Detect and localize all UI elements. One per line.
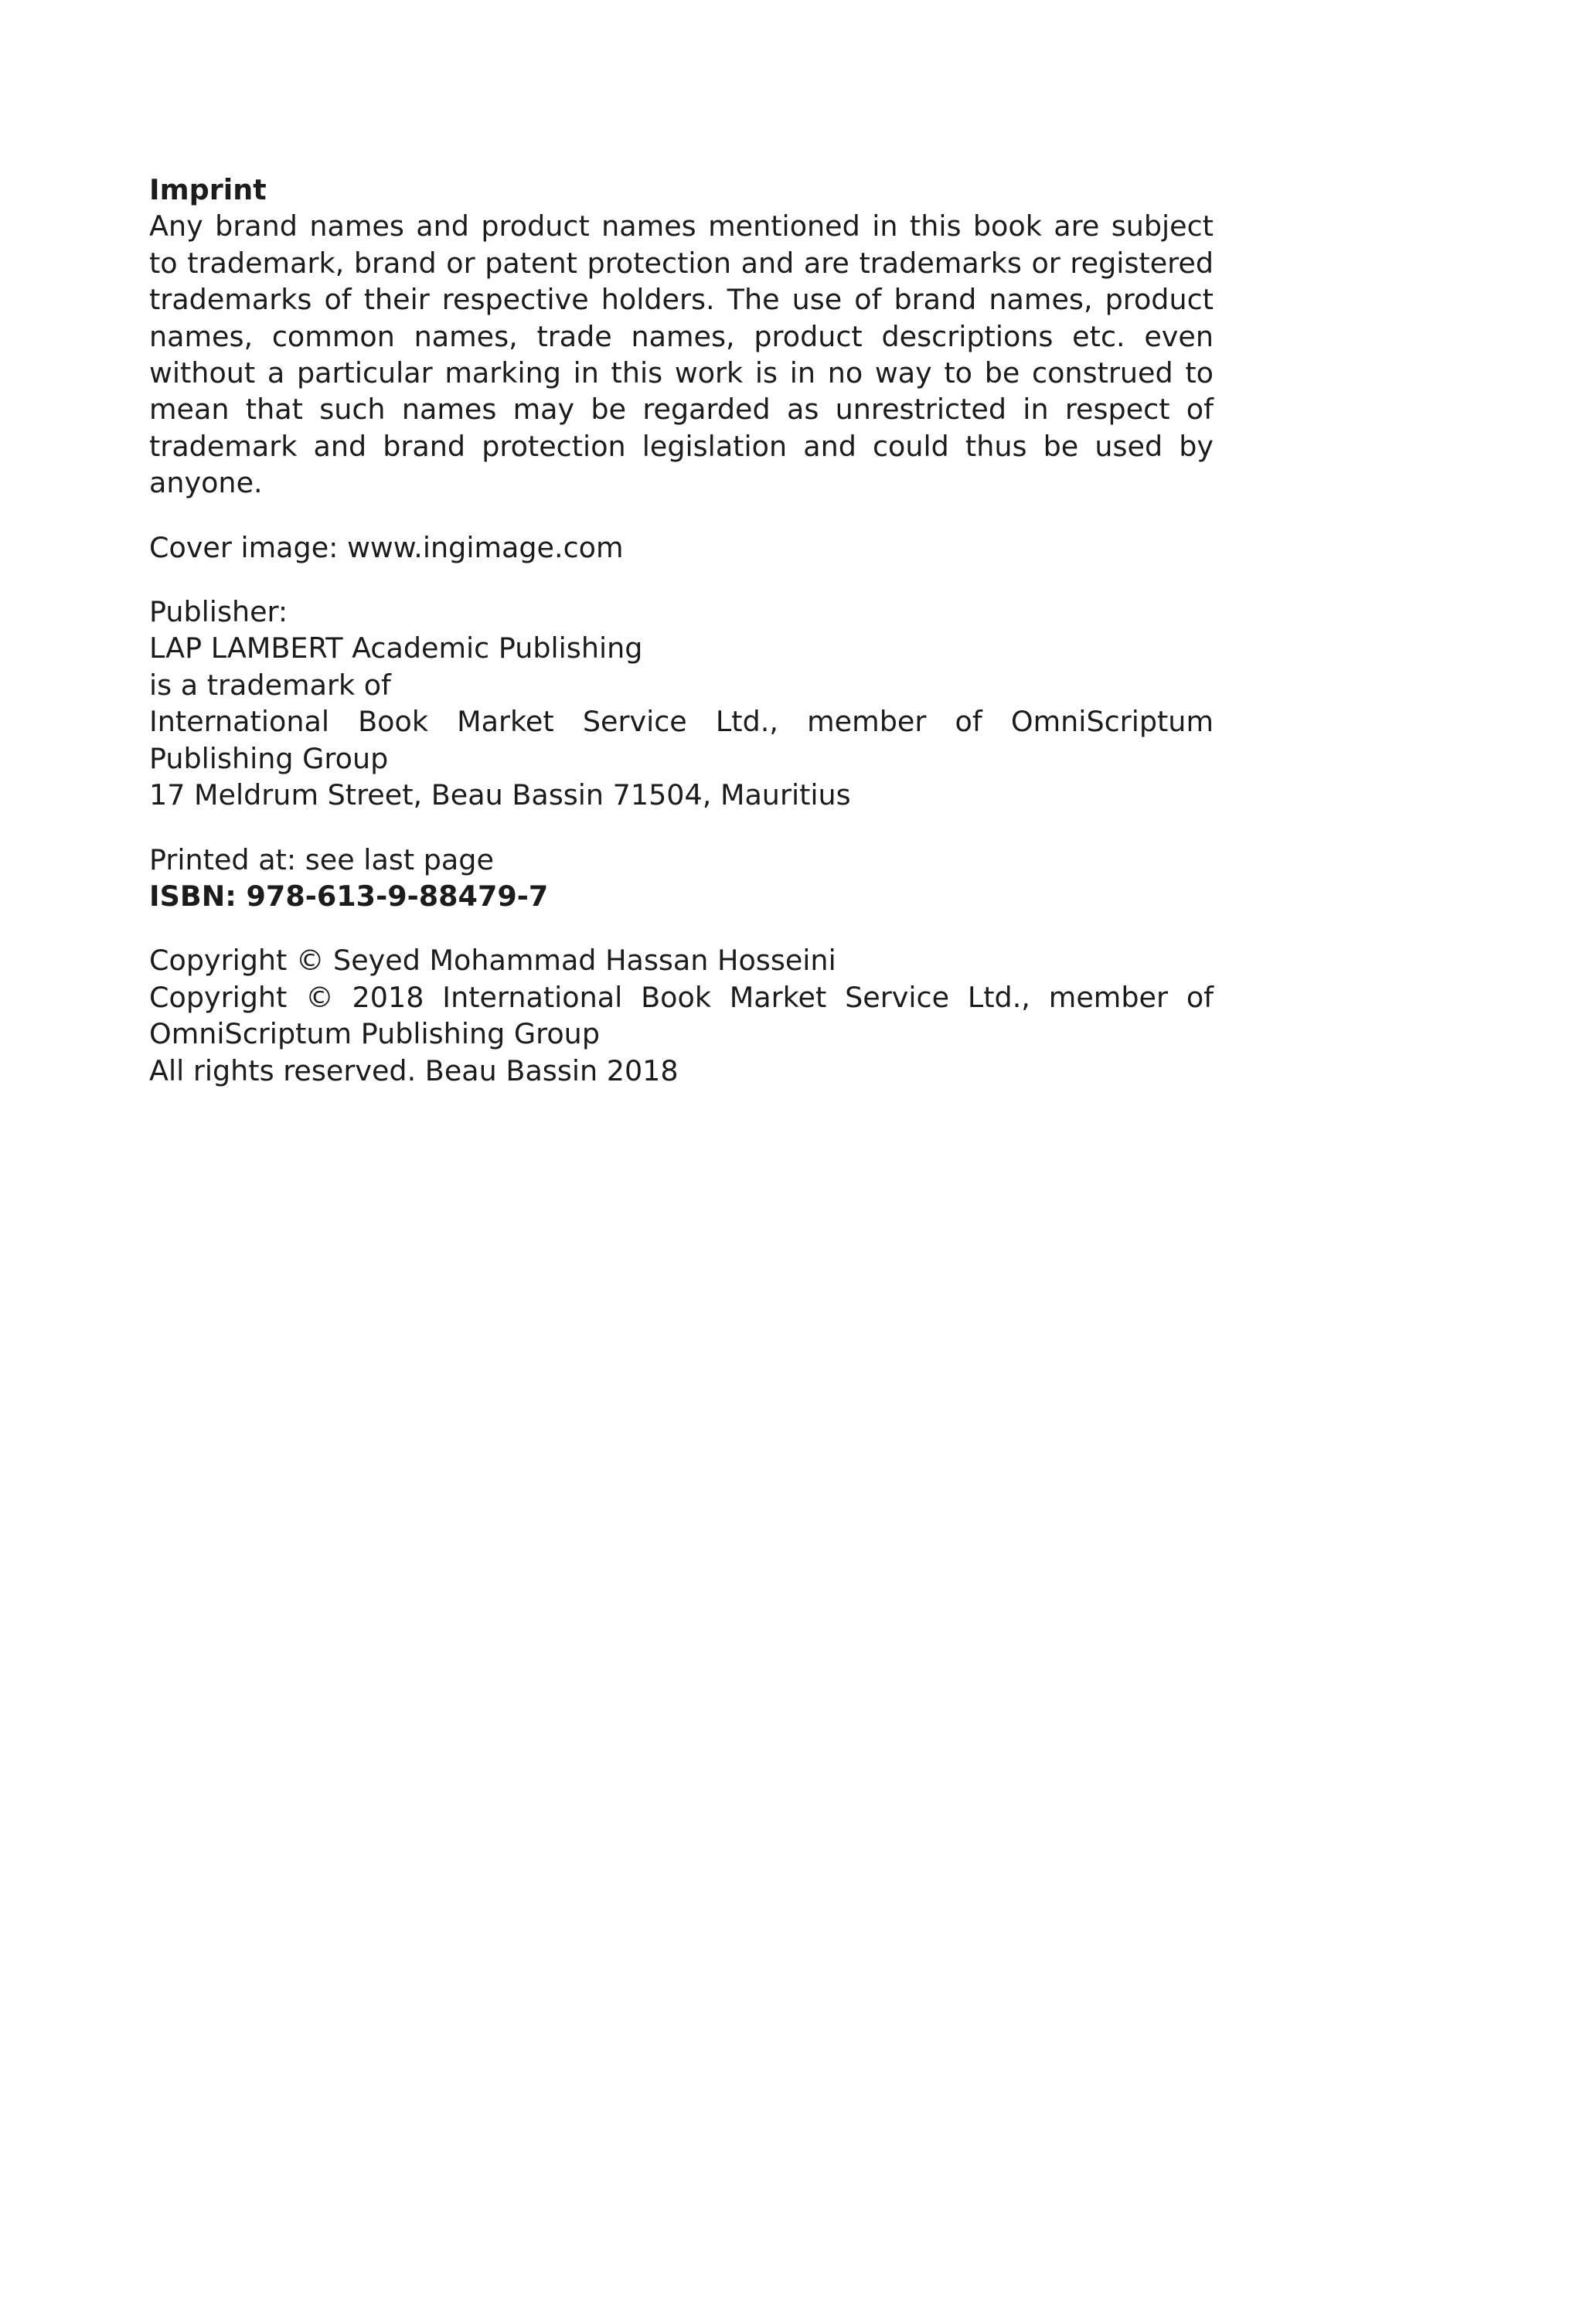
imprint-text-block <box>149 172 1214 1117</box>
rights-reserved-line: All rights reserved. Beau Bassin 2018 <box>149 1053 679 1087</box>
publisher-label: Publisher: <box>149 595 288 629</box>
publisher-address: 17 Meldrum Street, Beau Bassin 71504, Mauritius <box>149 778 851 812</box>
publisher-trademark-line: is a trademark of <box>149 668 391 702</box>
printing-section <box>149 842 1214 915</box>
publisher-company: International Book Market Service Ltd., member of OmniScriptum Publishing Group <box>149 705 1214 775</box>
copyright-section <box>149 942 1214 1089</box>
imprint-section <box>149 172 1214 502</box>
copyright-publisher-line: Copyright © 2018 International Book Market Service Ltd., member of OmniScriptum Publishing Group <box>149 980 1214 1051</box>
publisher-name: LAP LAMBERT Academic Publishing <box>149 631 643 665</box>
cover-section <box>149 529 1214 566</box>
imprint-heading: Imprint <box>149 173 267 206</box>
publisher-section <box>149 594 1214 813</box>
imprint-paragraph: Any brand names and product names mentioned in this book are subject to trademark, brand or patent protection and are trademarks or registered trademarks of their respective holders. The use of brand names, product names, common names, trade names, product descriptions etc. even without a particular marking in this work is in no way to be construed to mean that such names may be regarded as unrestricted in respect of trademark and brand protection legislation and could thus be used by anyone. <box>149 209 1214 500</box>
printed-at-line: Printed at: see last page <box>149 842 494 876</box>
isbn-line: ISBN: 978-613-9-88479-7 <box>149 879 549 913</box>
cover-image-credit: Cover image: www.ingimage.com <box>149 530 624 564</box>
copyright-author-line: Copyright © Seyed Mohammad Hassan Hosseini <box>149 944 836 978</box>
